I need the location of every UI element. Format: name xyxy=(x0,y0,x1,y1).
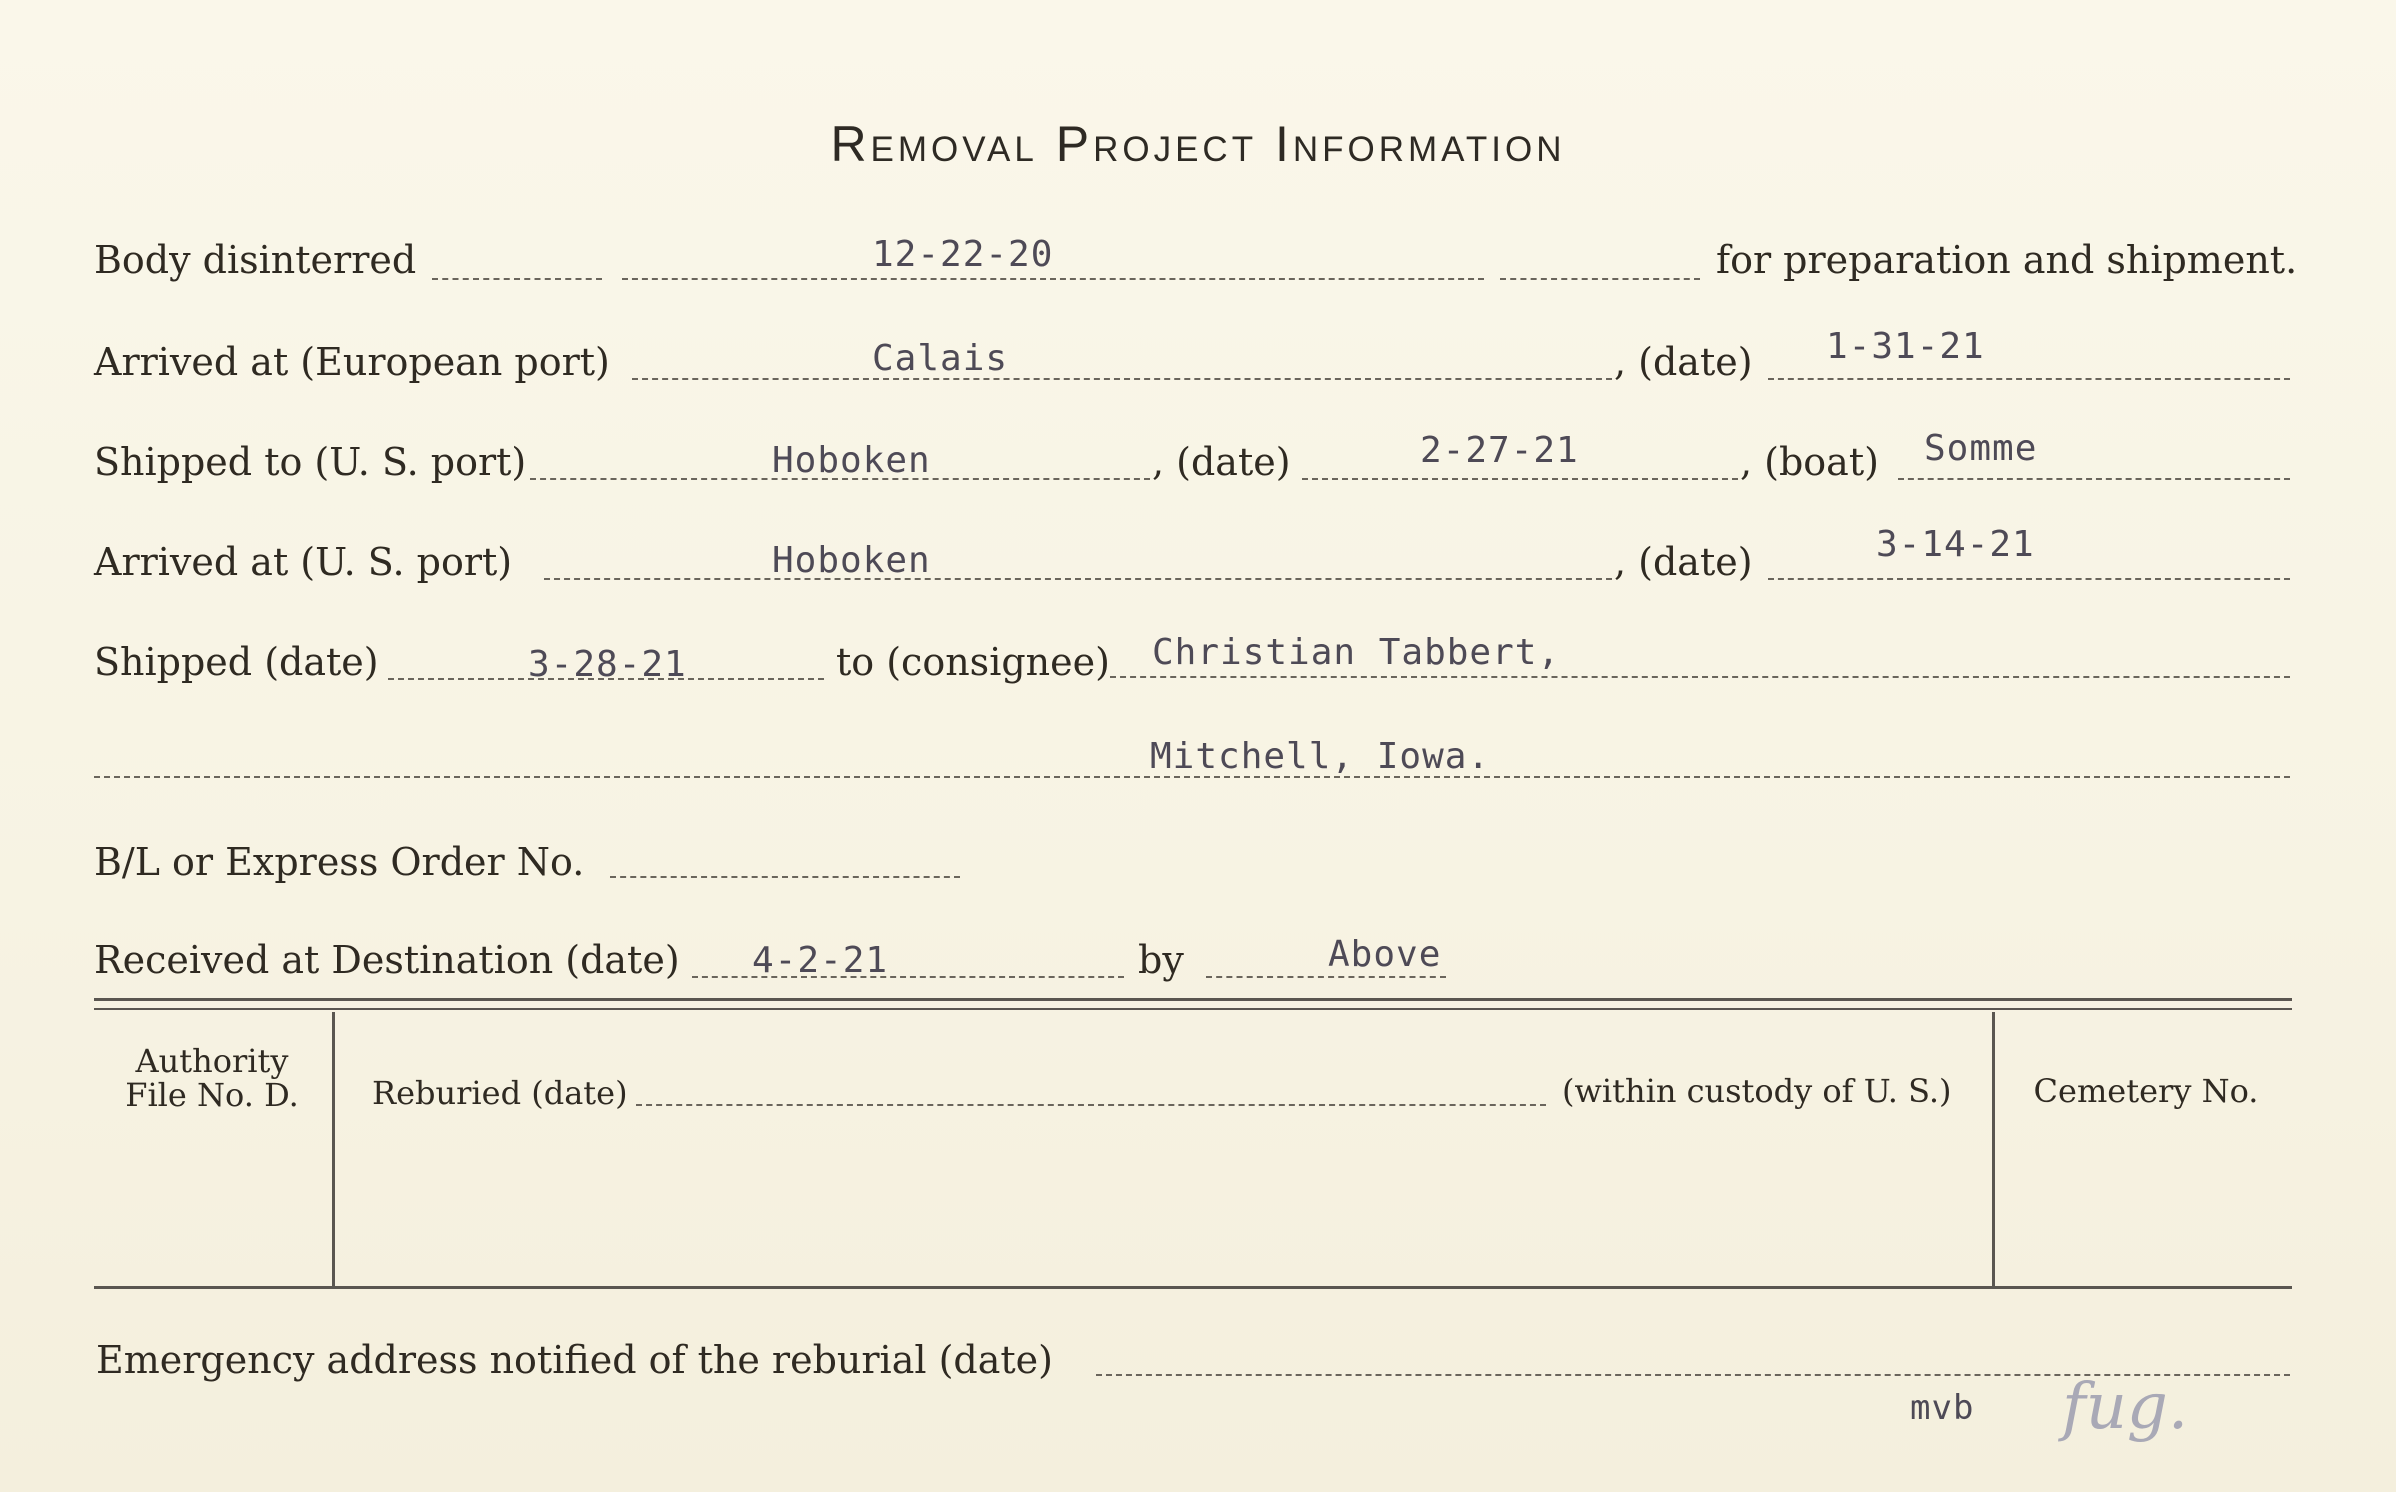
dotted-line xyxy=(1110,676,2290,678)
consignee-value: Christian Tabbert, xyxy=(1152,632,1561,673)
received-by-value: Above xyxy=(1328,934,1442,975)
box-divider-right xyxy=(1992,1012,1995,1286)
received-date-value: 4-2-21 xyxy=(752,940,889,981)
handwritten-initials: fug. xyxy=(2062,1370,2189,1444)
shipped-us-date-label: , (date) xyxy=(1152,440,1291,484)
card-title: Removal Project Information xyxy=(830,116,1566,172)
custody-label: (within custody of U. S.) xyxy=(1562,1072,1952,1110)
emergency-label: Emergency address notified of the reburial (date) xyxy=(96,1338,1053,1382)
authority-label-2: File No. D. xyxy=(125,1076,299,1114)
box-top-rule xyxy=(94,998,2292,1001)
consignee-address-value: Mitchell, Iowa. xyxy=(1150,736,1491,777)
dotted-line xyxy=(1302,478,1738,480)
preparation-suffix: for preparation and shipment. xyxy=(1716,238,2298,282)
arrived-us-port-value: Hoboken xyxy=(772,540,931,581)
shipped-us-port-value: Hoboken xyxy=(772,440,931,481)
boat-label: , (boat) xyxy=(1740,440,1879,484)
shipped-date-label: Shipped (date) xyxy=(94,640,379,684)
box-top-rule-inner xyxy=(94,1008,2292,1010)
dotted-line xyxy=(1500,278,1700,280)
box-bottom-rule xyxy=(94,1286,2292,1289)
dotted-line xyxy=(610,876,960,878)
shipped-us-date-value: 2-27-21 xyxy=(1420,430,1579,471)
dotted-line xyxy=(632,378,1612,380)
dotted-line xyxy=(432,278,602,280)
dotted-line xyxy=(1206,976,1446,978)
arrived-us-label: Arrived at (U. S. port) xyxy=(94,540,513,584)
cemetery-label: Cemetery No. xyxy=(2033,1072,2259,1110)
received-by-label: by xyxy=(1138,938,1184,982)
shipped-us-label: Shipped to (U. S. port) xyxy=(94,440,527,484)
consignee-label: to (consignee) xyxy=(836,640,1110,684)
dotted-line xyxy=(1768,378,2290,380)
shipped-date-value: 3-28-21 xyxy=(528,644,687,685)
disinterred-date-value: 12-22-20 xyxy=(872,234,1054,275)
received-label: Received at Destination (date) xyxy=(94,938,680,982)
authority-label-1: Authority xyxy=(135,1042,289,1080)
body-disinterred-label: Body disinterred xyxy=(94,238,417,282)
arrived-european-label: Arrived at (European port) xyxy=(94,340,610,384)
european-port-value: Calais xyxy=(872,338,1009,379)
arrived-us-date-value: 3-14-21 xyxy=(1876,524,2035,565)
european-date-label: , (date) xyxy=(1614,340,1753,384)
dotted-line xyxy=(544,578,1612,580)
dotted-line xyxy=(622,278,1484,280)
bl-order-label: B/L or Express Order No. xyxy=(94,840,585,884)
box-divider-left xyxy=(332,1012,335,1286)
boat-value: Somme xyxy=(1924,428,2038,469)
typed-initials: mvb xyxy=(1910,1388,1975,1428)
arrived-us-date-label: , (date) xyxy=(1614,540,1753,584)
dotted-line xyxy=(636,1104,1546,1106)
reburied-label: Reburied (date) xyxy=(372,1074,628,1112)
dotted-line xyxy=(1898,478,2290,480)
european-date-value: 1-31-21 xyxy=(1826,326,1985,367)
dotted-line xyxy=(1768,578,2290,580)
